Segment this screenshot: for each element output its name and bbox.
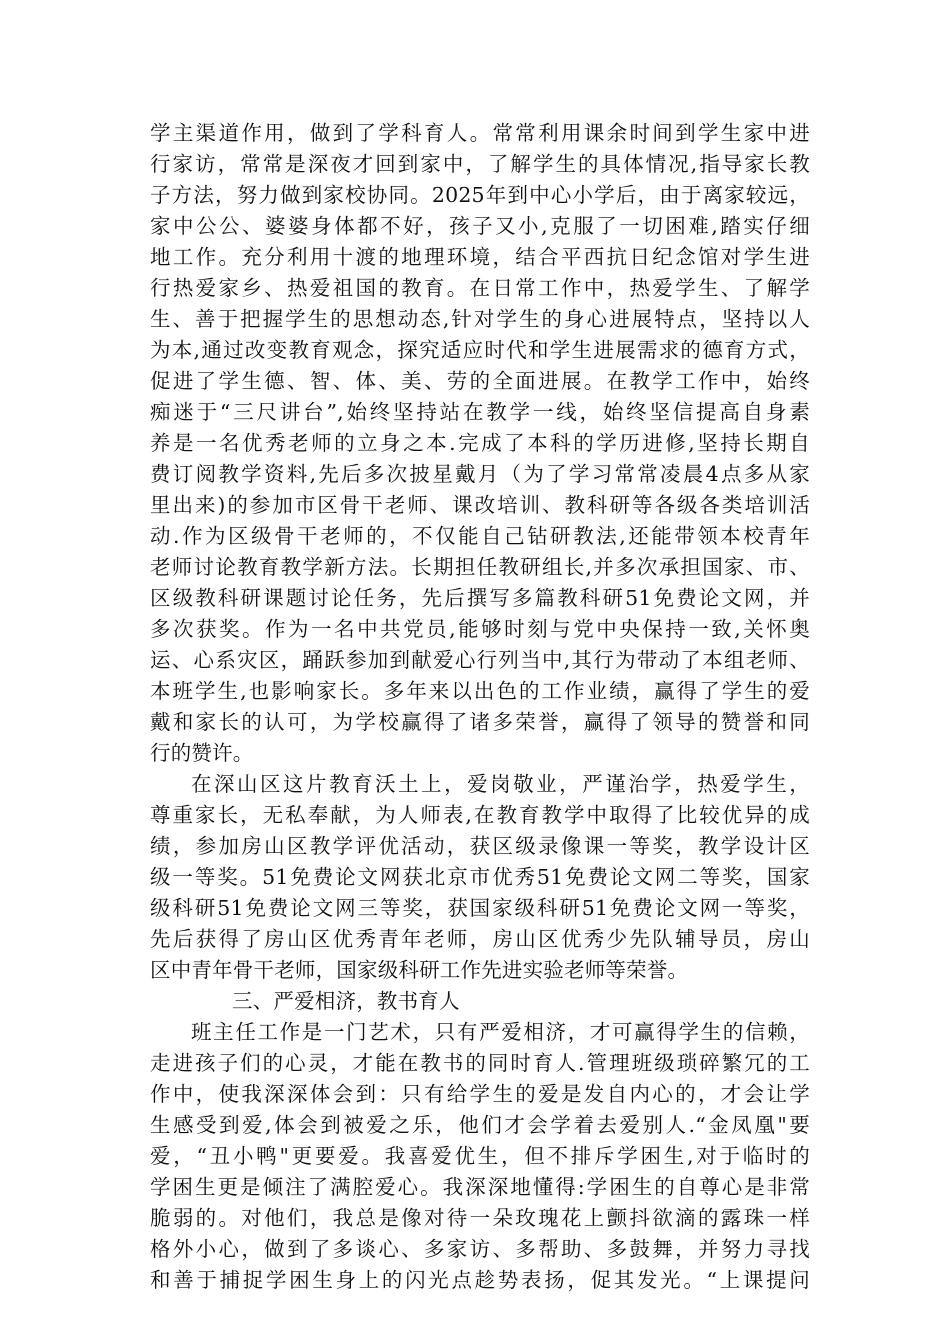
text-line: 地工作。充分利用十渡的地理环境，结合平西抗日纪念馆对学生进 bbox=[150, 245, 810, 269]
text-line: 学困生更是倾注了满腔爱心。我深深地懂得:学困生的自尊心是非常 bbox=[150, 1175, 810, 1199]
text-line: 子方法，努力做到家校协同。2025年到中心小学后，由于离家较远， bbox=[150, 183, 810, 207]
text-line: 先后获得了房山区优秀青年老师，房山区优秀少先队辅导员，房山 bbox=[150, 927, 810, 951]
paragraph-end-line: 行的赞许。 bbox=[150, 741, 254, 765]
text-line: 动.作为区级骨干老师的，不仅能自己钻研教法,还能带领本校青年 bbox=[150, 524, 810, 548]
text-line: 老师讨论教育教学新方法。长期担任教研组长,并多次承担国家、市、 bbox=[150, 555, 810, 579]
text-line: 运、心系灾区，踊跃参加到献爱心行列当中,其行为带动了本组老师、 bbox=[150, 648, 810, 672]
paragraph-end-line: 区中青年骨干老师，国家级科研工作先进实验老师等荣誉。 bbox=[150, 958, 689, 982]
text-line: 尊重家长，无私奉献，为人师表,在教育教学中取得了比较优异的成 bbox=[150, 803, 810, 827]
text-line: 为本,通过改变教育观念，探究适应时代和学生进展需求的德育方式， bbox=[150, 338, 810, 362]
text-line: 痴迷于“三尺讲台”,始终坚持站在教学一线，始终坚信提高自身素 bbox=[150, 400, 810, 424]
text-line: 行家访，常常是深夜才回到家中，了解学生的具体情况,指导家长教 bbox=[150, 152, 810, 176]
text-line: 家中公公、婆婆身体都不好，孩子又小,克服了一切困难,踏实仔细 bbox=[150, 214, 810, 238]
text-line: 生、善于把握学生的思想动态,针对学生的身心进展特点，坚持以人 bbox=[150, 307, 810, 331]
text-line: 费订阅教学资料,先后多次披星戴月（为了学习常常凌晨4点多从家 bbox=[150, 462, 810, 486]
paragraph-first-line: 班主任工作是一门艺术，只有严爱相济，才可赢得学生的信赖， bbox=[191, 1020, 810, 1044]
text-line: 和善于捕捉学困生身上的闪光点趁势表扬，促其发光。“上课提问 bbox=[150, 1268, 810, 1292]
text-line: 学主渠道作用，做到了学科育人。常常利用课余时间到学生家中进 bbox=[150, 121, 810, 145]
section-heading: 三、严爱相济，教书育人 bbox=[232, 989, 460, 1013]
text-line: 本班学生,也影响家长。多年来以出色的工作业绩，赢得了学生的爱 bbox=[150, 679, 810, 703]
text-line: 脆弱的。对他们，我总是像对待一朵玫瑰花上颤抖欲滴的露珠一样 bbox=[150, 1206, 810, 1230]
text-line: 爱，“丑小鸭"更要爱。我喜爱优生，但不排斥学困生,对于临时的 bbox=[150, 1144, 810, 1168]
text-line: 养是一名优秀老师的立身之本.完成了本科的学历进修,坚持长期自 bbox=[150, 431, 810, 455]
text-line: 戴和家长的认可，为学校赢得了诸多荣誉，赢得了领导的赞誉和同 bbox=[150, 710, 810, 734]
text-line: 行热爱家乡、热爱祖国的教育。在日常工作中，热爱学生、了解学 bbox=[150, 276, 810, 300]
text-line: 生感受到爱,体会到被爱之乐，他们才会学着去爱别人.“金凤凰"要 bbox=[150, 1113, 810, 1137]
text-line: 作中，使我深深体会到：只有给学生的爱是发自内心的，才会让学 bbox=[150, 1082, 810, 1106]
text-line: 绩，参加房山区教学评优活动，获区级录像课一等奖，教学设计区 bbox=[150, 834, 810, 858]
text-line: 走进孩子们的心灵，才能在教书的同时育人.管理班级琐碎繁冗的工 bbox=[150, 1051, 810, 1075]
text-line: 格外小心，做到了多谈心、多家访、多帮助、多鼓舞，并努力寻找 bbox=[150, 1237, 810, 1261]
document-body-text bbox=[150, 118, 810, 1296]
text-line: 区级教科研课题讨论任务，先后撰写多篇教科研51免费论文网，并 bbox=[150, 586, 810, 610]
text-line: 促进了学生德、智、体、美、劳的全面进展。在教学工作中，始终 bbox=[150, 369, 810, 393]
text-line: 里出来)的参加市区骨干老师、课改培训、教科研等各级各类培训活 bbox=[150, 493, 810, 517]
text-line: 级一等奖。51免费论文网获北京市优秀51免费论文网二等奖，国家 bbox=[150, 865, 810, 889]
paragraph-first-line: 在深山区这片教育沃土上，爱岗敬业，严谨治学，热爱学生， bbox=[191, 772, 810, 796]
text-line: 级科研51免费论文网三等奖，获国家级科研51免费论文网一等奖， bbox=[150, 896, 810, 920]
text-line: 多次获奖。作为一名中共党员,能够时刻与党中央保持一致,关怀奥 bbox=[150, 617, 810, 641]
